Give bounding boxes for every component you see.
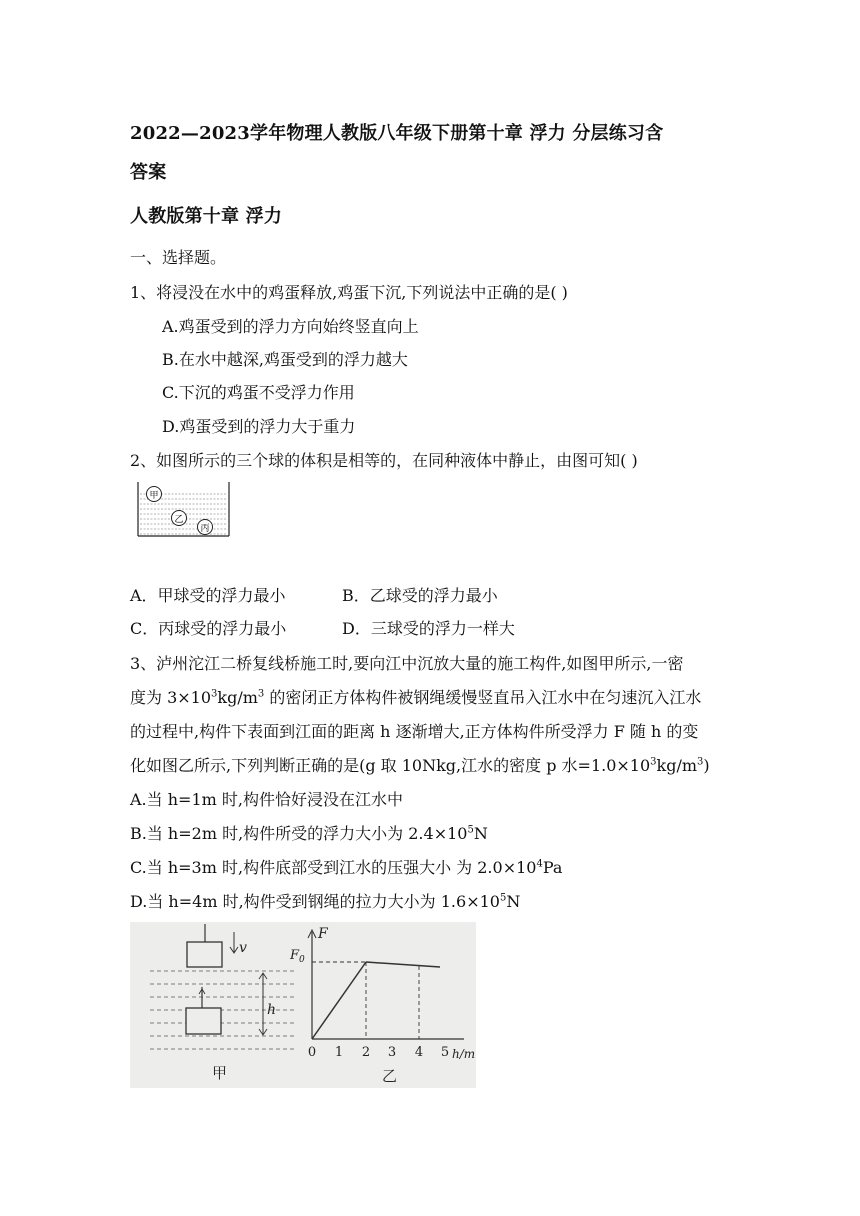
- depth-label: h: [267, 1002, 277, 1018]
- question-2-option-c: C．丙球受的浮力最小: [130, 619, 287, 638]
- question-2-stem: 2、如图所示的三个球的体积是相等的，在同种液体中静止，由图可知( ): [130, 451, 638, 470]
- question-3-line-4: 化如图乙所示,下列判断正确的是(g 取 10Nkg,江水的密度 p 水$=1.0\times 10^3kg/m^3$): [130, 756, 710, 775]
- ball-jia-label: 甲: [149, 491, 159, 501]
- question-2-option-a: A．甲球受的浮力最小: [130, 586, 286, 605]
- question-3-line-3: 的过程中,构件下表面到江面的距离 h 逐渐增大,正方体构件所受浮力 F 随 h 的变: [130, 722, 699, 741]
- question-3-line-1: 3、泸州沱江二桥复线桥施工时,要向江中沉放大量的施工构件,如图甲所示,一密: [130, 654, 684, 673]
- figure-label-yi: 乙: [382, 1067, 398, 1085]
- x-tick-0: 0: [307, 1045, 317, 1060]
- x-tick-2: 2: [361, 1045, 371, 1060]
- question-3-option-d: D.当 h=4m 时,构件受到钢绳的拉力大小为 $1.6\times 10^5N$: [130, 892, 521, 911]
- question-1-option-b: B.在水中越深,鸡蛋受到的浮力越大: [162, 350, 408, 369]
- x-tick-1: 1: [334, 1045, 344, 1060]
- section-label: 一、选择题。: [130, 248, 227, 267]
- ball-jia: [147, 487, 162, 502]
- figure-background: [130, 922, 476, 1088]
- question-1-option-a: A.鸡蛋受到的浮力方向始终竖直向上: [162, 317, 419, 336]
- question-3-option-b: B.当 h=2m 时,构件所受的浮力大小为 $2.4\times 10^5N$: [130, 824, 488, 843]
- document-title-line1: 2022—2023学年物理人教版八年级下册第十章 浮力 分层练习含: [130, 123, 664, 144]
- ball-bing: [198, 520, 213, 535]
- buoyancy-figure: [130, 922, 476, 1088]
- question-2-option-d: D．三球受的浮力一样大: [342, 619, 515, 638]
- question-1-option-c: C.下沉的鸡蛋不受浮力作用: [162, 383, 355, 402]
- document-title-line2: 答案: [130, 162, 167, 183]
- question-1-stem: 1、将浸没在水中的鸡蛋释放,鸡蛋下沉,下列说法中正确的是( ): [130, 283, 568, 302]
- x-axis-label: h/m: [452, 1047, 476, 1061]
- figure-label-jia: 甲: [212, 1064, 228, 1082]
- cube-above-water: [187, 942, 222, 967]
- question-3-line-2: 度为 $3\times 10^3kg/m^3$ 的密闭正方体构件被钢绳缓慢竖直吊入江水中在匀速沉入江水: [130, 688, 702, 707]
- question-3-option-c: C.当 h=3m 时,构件底部受到江水的压强大小 为 $2.0\times 10^4Pa$: [130, 858, 563, 877]
- x-tick-5: 5: [440, 1045, 450, 1060]
- x-tick-3: 3: [387, 1045, 397, 1060]
- ball-yi-label: 乙: [174, 515, 184, 525]
- ball-bing-label: 丙: [200, 524, 210, 534]
- question-3-option-a: A.当 h=1m 时,构件恰好浸没在江水中: [130, 790, 403, 809]
- chapter-heading: 人教版第十章 浮力: [130, 206, 283, 227]
- ball-yi: [172, 511, 187, 526]
- balls-in-liquid-figure: [134, 480, 234, 540]
- velocity-label: v: [239, 940, 247, 956]
- y-axis-label: F: [318, 926, 328, 942]
- f0-label: $F_0$: [290, 948, 305, 965]
- question-2-option-b: B．乙球受的浮力最小: [342, 586, 498, 605]
- question-1-option-d: D.鸡蛋受到的浮力大于重力: [162, 417, 356, 436]
- x-tick-4: 4: [414, 1045, 424, 1060]
- cube-under-water: [186, 1008, 221, 1034]
